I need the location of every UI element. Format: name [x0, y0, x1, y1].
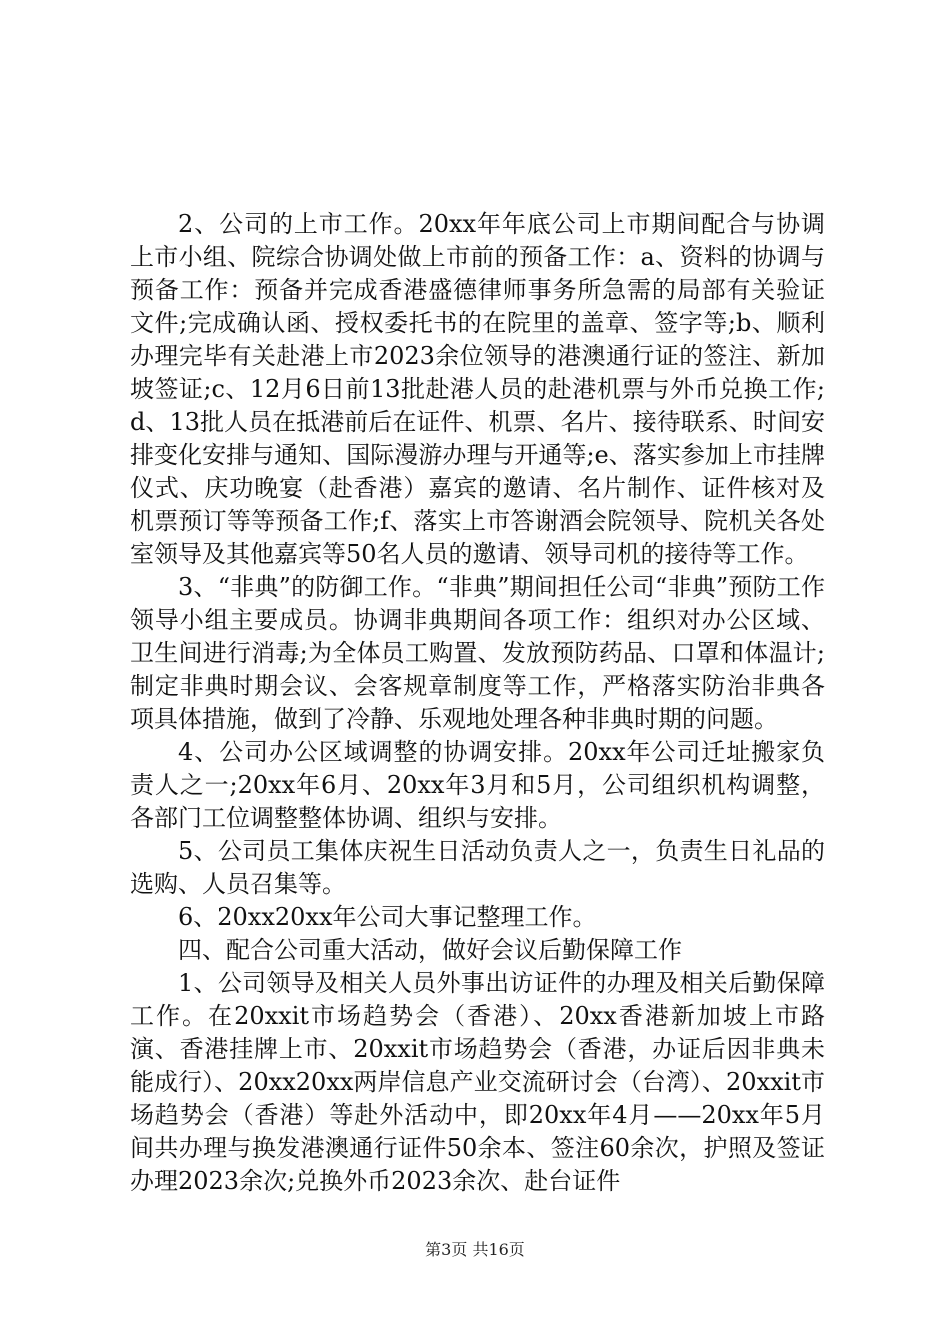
paragraph-birthday-activity: 5、公司员工集体庆祝生日活动负责人之一，负责生日礼品的选购、人员召集等。: [130, 837, 825, 898]
paragraph-sars-prevention: 3、“非典”的防御工作。“非典”期间担任公司“非典”预防工作领导小组主要成员。协调非典期间各项工作：组织对办公区域、卫生间进行消毒;为全体员工购置、发放预防药品、口罩和体温计;制定非典时期会议、会客规章制度等工作，严格落实防治非典各项具体措施，做到了冷静、乐观地处理各种非典时期的问题。: [130, 573, 825, 733]
paragraph-chronicle: 6、20xx20xx年公司大事记整理工作。: [178, 903, 597, 931]
section-heading: 四、配合公司重大活动，做好会议后勤保障工作: [178, 936, 682, 964]
paragraph-listing-work: 2、公司的上市工作。20xx年年底公司上市期间配合与协调上市小组、院综合协调处做上市前的预备工作：a、资料的协调与预备工作：预备并完成香港盛德律师事务所急需的局部有关验证文件;完成确认函、授权委托书的在院里的盖章、签字等;b、顺利办理完毕有关赴港上市2023余位领导的港澳通行证的签注、新加坡签证;c、12月6日前13批赴港人员的赴港机票与外币兑换工作;d、13批人员在抵港前后在证件、机票、名片、接待联系、时间安排变化安排与通知、国际漫游办理与开通等;e、落实参加上市挂牌仪式、庆功晚宴（赴香港）嘉宾的邀请、名片制作、证件核对及机票预订等等预备工作;f、落实上市答谢酒会院领导、院机关各处室领导及其他嘉宾等50名人员的邀请、领导司机的接待等工作。: [130, 210, 825, 568]
paragraph-foreign-affairs: 1、公司领导及相关人员外事出访证件的办理及相关后勤保障工作。在20xxit市场趋势会（香港）、20xx香港新加坡上市路演、香港挂牌上市、20xxit市场趋势会（香港，办证后因非典未能成行）、20xx20xx两岸信息产业交流研讨会（台湾）、20xxit市场趋势会（香港）等赴外活动中，即20xx年4月——20xx年5月间共办理与换发港澳通行证件50余本、签注60余次，护照及签证办理2023余次;兑换外币2023余次、赴台证件: [130, 969, 825, 1195]
paragraph-office-relocation: 4、公司办公区域调整的协调安排。20xx年公司迁址搬家负责人之一;20xx年6月、20xx年3月和5月，公司组织机构调整，各部门工位调整整体协调、组织与安排。: [130, 738, 825, 832]
document-body: [130, 208, 825, 1198]
page-number-footer: 第3页 共16页: [425, 1240, 525, 1259]
